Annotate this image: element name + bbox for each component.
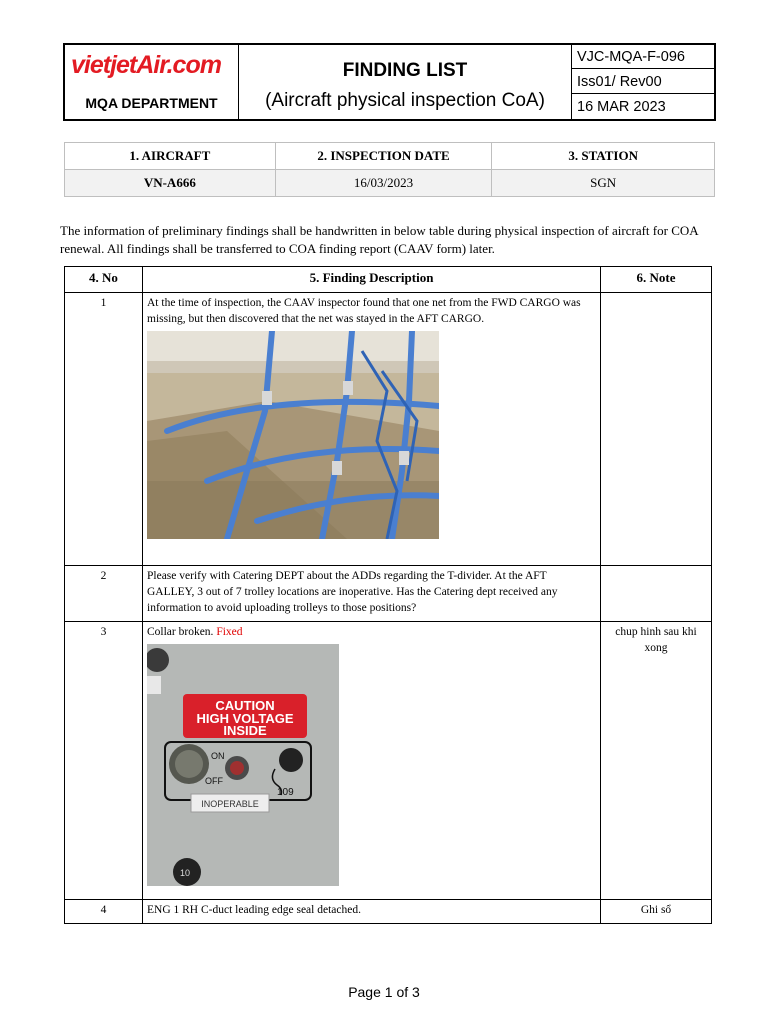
form-issue-rev: Iss01/ Rev00	[572, 70, 714, 94]
finding-row	[65, 566, 712, 622]
cargo-net-illustration	[147, 331, 439, 539]
form-date: 16 MAR 2023	[577, 99, 666, 115]
on-label: ON	[211, 751, 225, 761]
finding-description: At the time of inspection, the CAAV inspector found that one net from the FWD CARGO was missing, but then discovered that the net was stayed in the AFT CARGO.	[147, 297, 581, 325]
document-header	[63, 43, 716, 121]
finding-no: 2	[65, 566, 143, 622]
off-label: OFF	[205, 776, 223, 786]
finding-no: 3	[65, 622, 143, 900]
finding-row	[65, 293, 712, 566]
caution-panel-photo	[147, 644, 339, 886]
finding-no: 4	[65, 900, 143, 924]
finding-note: chup hinh sau khi xong	[601, 622, 712, 900]
title-cell	[239, 45, 572, 119]
caution-panel-illustration	[147, 644, 339, 886]
finding-row	[65, 900, 712, 924]
header-station: 3. STATION	[492, 143, 715, 170]
header-no: 4. No	[65, 267, 143, 293]
header-finding-description: 5. Finding Description	[143, 267, 601, 293]
vietjet-logo: vietjetAir.com	[71, 51, 221, 79]
finding-description: Collar broken.	[147, 626, 214, 638]
caution-line-2: HIGH VOLTAGE	[196, 711, 294, 726]
finding-no: 1	[65, 293, 143, 566]
finding-note	[601, 293, 712, 566]
finding-description: Please verify with Catering DEPT about the ADDs regarding the T-divider. At the AFT GALLEY, 3 out of 7 trolley locations are inoperative. Has the Catering dept received any information to avoid uploading trolleys to those positions?	[143, 566, 601, 622]
caution-line-1: CAUTION	[215, 698, 275, 713]
header-aircraft: 1. AIRCRAFT	[65, 143, 276, 170]
form-code: VJC-MQA-F-096	[572, 45, 714, 69]
page-title: FINDING LIST	[342, 60, 468, 81]
finding-note: Ghi sổ	[601, 900, 712, 924]
page-number: Page 1 of 3	[348, 984, 420, 1000]
number-10: 10	[180, 868, 191, 878]
finding-row	[65, 622, 712, 900]
findings-table	[64, 266, 712, 924]
intro-paragraph: The information of preliminary findings shall be handwritten in below table during physical inspection of aircraft for COA renewal. All findings shall be transferred to COA finding report (CAAV form) later.	[60, 223, 698, 256]
caution-line-3: INSIDE	[223, 723, 267, 738]
station-value: SGN	[492, 170, 715, 197]
header-note: 6. Note	[601, 267, 712, 293]
finding-note	[601, 566, 712, 622]
aircraft-value: VN-A666	[65, 170, 276, 197]
header-inspection-date: 2. INSPECTION DATE	[275, 143, 492, 170]
form-meta	[572, 45, 714, 119]
department-label: MQA DEPARTMENT	[85, 95, 218, 111]
finding-description-cell	[143, 622, 601, 900]
inoperable-label: INOPERABLE	[201, 799, 259, 809]
finding-description-cell	[143, 293, 601, 566]
status-fixed: Fixed	[216, 626, 243, 638]
aircraft-info-table	[64, 142, 715, 197]
cargo-net-photo	[147, 331, 439, 539]
number-109: 109	[277, 787, 294, 798]
finding-description: ENG 1 RH C-duct leading edge seal detached.	[143, 900, 601, 924]
page-subtitle: (Aircraft physical inspection CoA)	[265, 90, 545, 111]
logo-cell	[65, 45, 239, 119]
inspection-date-value: 16/03/2023	[275, 170, 492, 197]
